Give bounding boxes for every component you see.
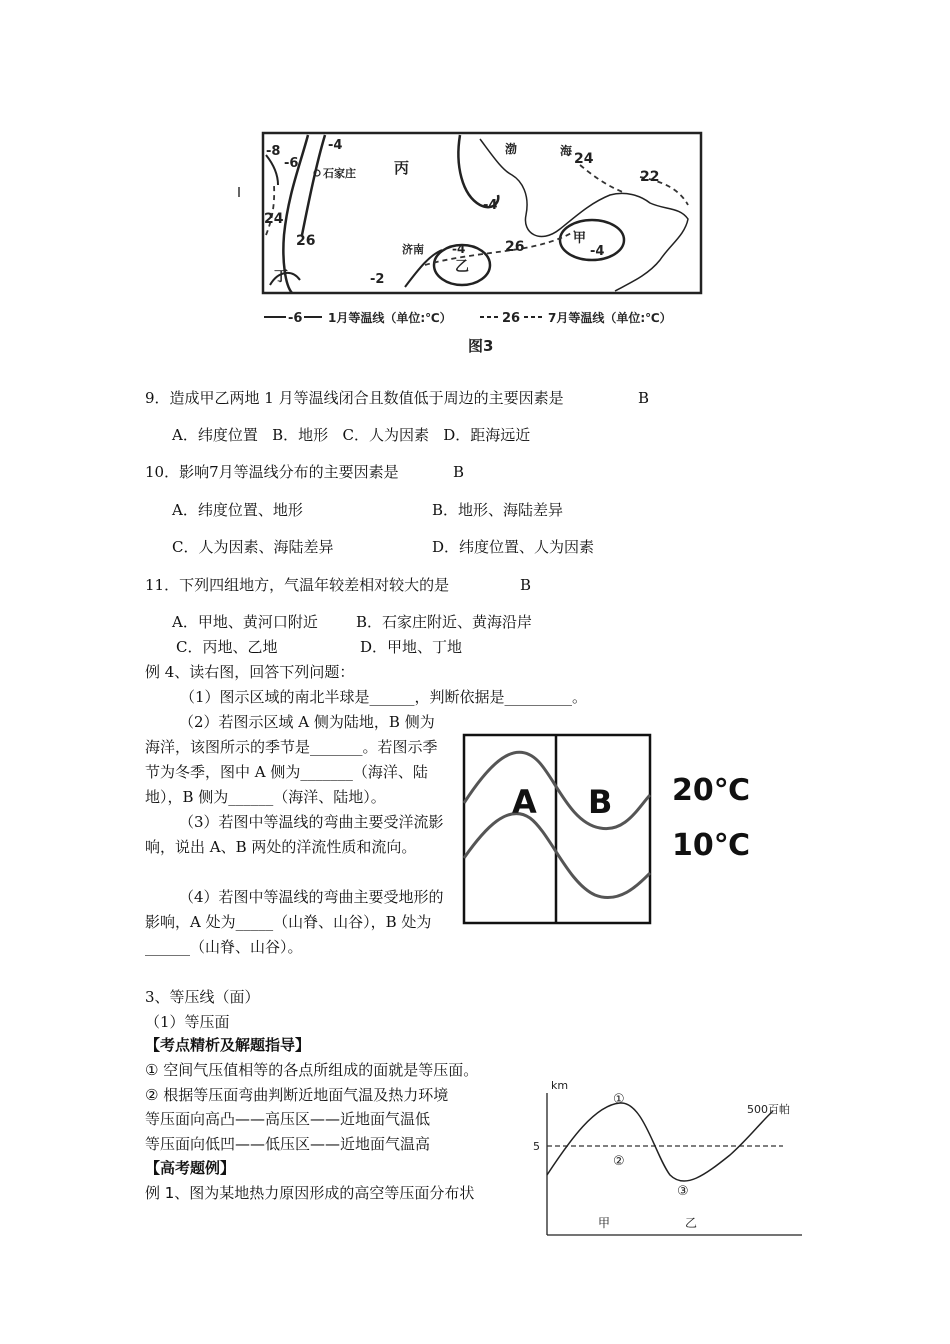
question-stem: 10．影响7月等温线分布的主要因素是 bbox=[145, 463, 399, 481]
section3-p4: 等压面向低凹——低压区——近地面气温高 bbox=[145, 1135, 431, 1153]
legend-jul-text: 7月等温线（单位:℃） bbox=[548, 311, 672, 325]
isotherm-value: -8 bbox=[266, 144, 281, 159]
map-label-yi: 乙 bbox=[455, 259, 469, 275]
y-unit: km bbox=[551, 1079, 569, 1092]
legend-jan-text: 1月等温线（单位:℃） bbox=[328, 311, 452, 325]
section3-heading: 3、等压线（面） bbox=[145, 988, 260, 1006]
option-a: A．纬度位置、地形 bbox=[172, 501, 303, 519]
label-a: A bbox=[512, 783, 537, 821]
jan-isotherm bbox=[302, 135, 325, 235]
example4-q3: （3）若图中等温线的弯曲主要受洋流影响，说出 A、B 两处的洋流性质和流向。 bbox=[145, 813, 444, 856]
isobar-chart bbox=[525, 1075, 815, 1245]
question-options: A．纬度位置 B．地形 C．人为因素 D．距海远近 bbox=[172, 426, 531, 444]
isotherm-value: -4 bbox=[452, 242, 466, 256]
section3-bracket1: 【考点精析及解题指导】 bbox=[145, 1036, 311, 1054]
isobar-label: 500百帕 bbox=[747, 1103, 790, 1116]
section3-p1: ① 空间气压值相等的各点所组成的面就是等压面。 bbox=[145, 1061, 479, 1079]
map-frame bbox=[263, 133, 701, 293]
isotherm-value: -4 bbox=[328, 138, 343, 153]
example4-q2: （2）若图示区域 A 侧为陆地，B 侧为海洋，该图所示的季节是_______。若图示季节为冬季，图中 A 侧为_______（海洋、陆地），B 侧为______（海洋、陆地）。 bbox=[145, 713, 438, 806]
label-20c: 20℃ bbox=[672, 773, 751, 808]
map-label-shijiazhuang: 石家庄 bbox=[323, 167, 356, 180]
map-label-jinan: 济南 bbox=[402, 243, 424, 256]
question-stem: 9．造成甲乙两地 1 月等温线闭合且数值低于周边的主要因素是 bbox=[145, 389, 564, 407]
isotherm-value: -4 bbox=[483, 198, 498, 213]
example4-title: 例 4、读右图，回答下列问题： bbox=[145, 663, 355, 681]
map-label-jia: 甲 bbox=[573, 231, 587, 246]
option-d: D．纬度位置、人为因素 bbox=[432, 538, 595, 556]
example4-q4: （4）若图中等温线的弯曲主要受地形的影响，A 处为_____（山脊、山谷），B 处为______（山脊、山谷）。 bbox=[145, 888, 444, 956]
x-label-jia: 甲 bbox=[598, 1216, 611, 1230]
question-answer: B bbox=[520, 576, 532, 594]
option-b: B．地形、海陆差异 bbox=[432, 501, 564, 519]
option-a: A．甲地、黄河口附近 bbox=[172, 613, 318, 631]
example4-q1: （1）图示区域的南北半球是______，判断依据是_________。 bbox=[180, 688, 588, 706]
section3-p5: 例 1、图为某地热力原因形成的高空等压面分布状 bbox=[145, 1184, 475, 1202]
jan-isotherm bbox=[266, 155, 278, 185]
point-2: ② bbox=[613, 1154, 625, 1169]
x-label-yi: 乙 bbox=[685, 1216, 698, 1230]
option-b: B．石家庄附近、黄海沿岸 bbox=[356, 613, 533, 631]
example4-figure bbox=[460, 733, 760, 928]
isotherm-value: 24 bbox=[264, 211, 284, 227]
isotherm-value: 22 bbox=[640, 169, 660, 185]
section3-p2: ② 根据等压面弯曲判断近地面气温及热力环境 bbox=[145, 1086, 449, 1104]
option-c: C．丙地、乙地 bbox=[176, 638, 278, 656]
map-label-bing: 丙 bbox=[394, 159, 410, 177]
map-caption: 图3 bbox=[468, 337, 494, 355]
option-c: C．人为因素、海陆差异 bbox=[172, 538, 334, 556]
option-d: D．甲地、丁地 bbox=[360, 638, 463, 656]
label-10c: 10℃ bbox=[672, 828, 751, 863]
isotherm-value: -4 bbox=[590, 244, 605, 259]
isotherm-map bbox=[230, 125, 710, 360]
question-stem: 11．下列四组地方，气温年较差相对较大的是 bbox=[145, 576, 450, 594]
isotherm-value: 26 bbox=[296, 233, 316, 249]
isotherm-value: 26 bbox=[505, 239, 525, 255]
point-1: ① bbox=[613, 1092, 625, 1107]
isotherm-value: 24 bbox=[574, 151, 594, 167]
label-b: B bbox=[588, 783, 613, 821]
isotherm-value: -2 bbox=[370, 272, 385, 287]
map-label-ding: 丁 bbox=[274, 269, 288, 285]
legend-jan-value: -6 bbox=[288, 311, 303, 326]
jan-coast bbox=[458, 135, 498, 207]
point-3: ③ bbox=[677, 1184, 689, 1199]
question-answer: B bbox=[638, 389, 650, 407]
isotherm-value: -6 bbox=[284, 156, 299, 171]
question-answer: B bbox=[453, 463, 465, 481]
section3-sub: （1）等压面 bbox=[145, 1013, 230, 1031]
jul-isotherm bbox=[266, 185, 274, 235]
map-label-bo: 渤 bbox=[505, 142, 518, 156]
section3-p3: 等压面向高凸——高压区——近地面气温低 bbox=[145, 1110, 431, 1128]
jul-isotherm-24 bbox=[580, 165, 625, 193]
isobar-curve bbox=[547, 1103, 773, 1181]
section3-bracket2: 【高考题例】 bbox=[145, 1159, 236, 1177]
y-tick-5: 5 bbox=[533, 1140, 540, 1153]
legend-jul-value: 26 bbox=[502, 311, 521, 326]
map-label-hai: 海 bbox=[560, 144, 573, 158]
